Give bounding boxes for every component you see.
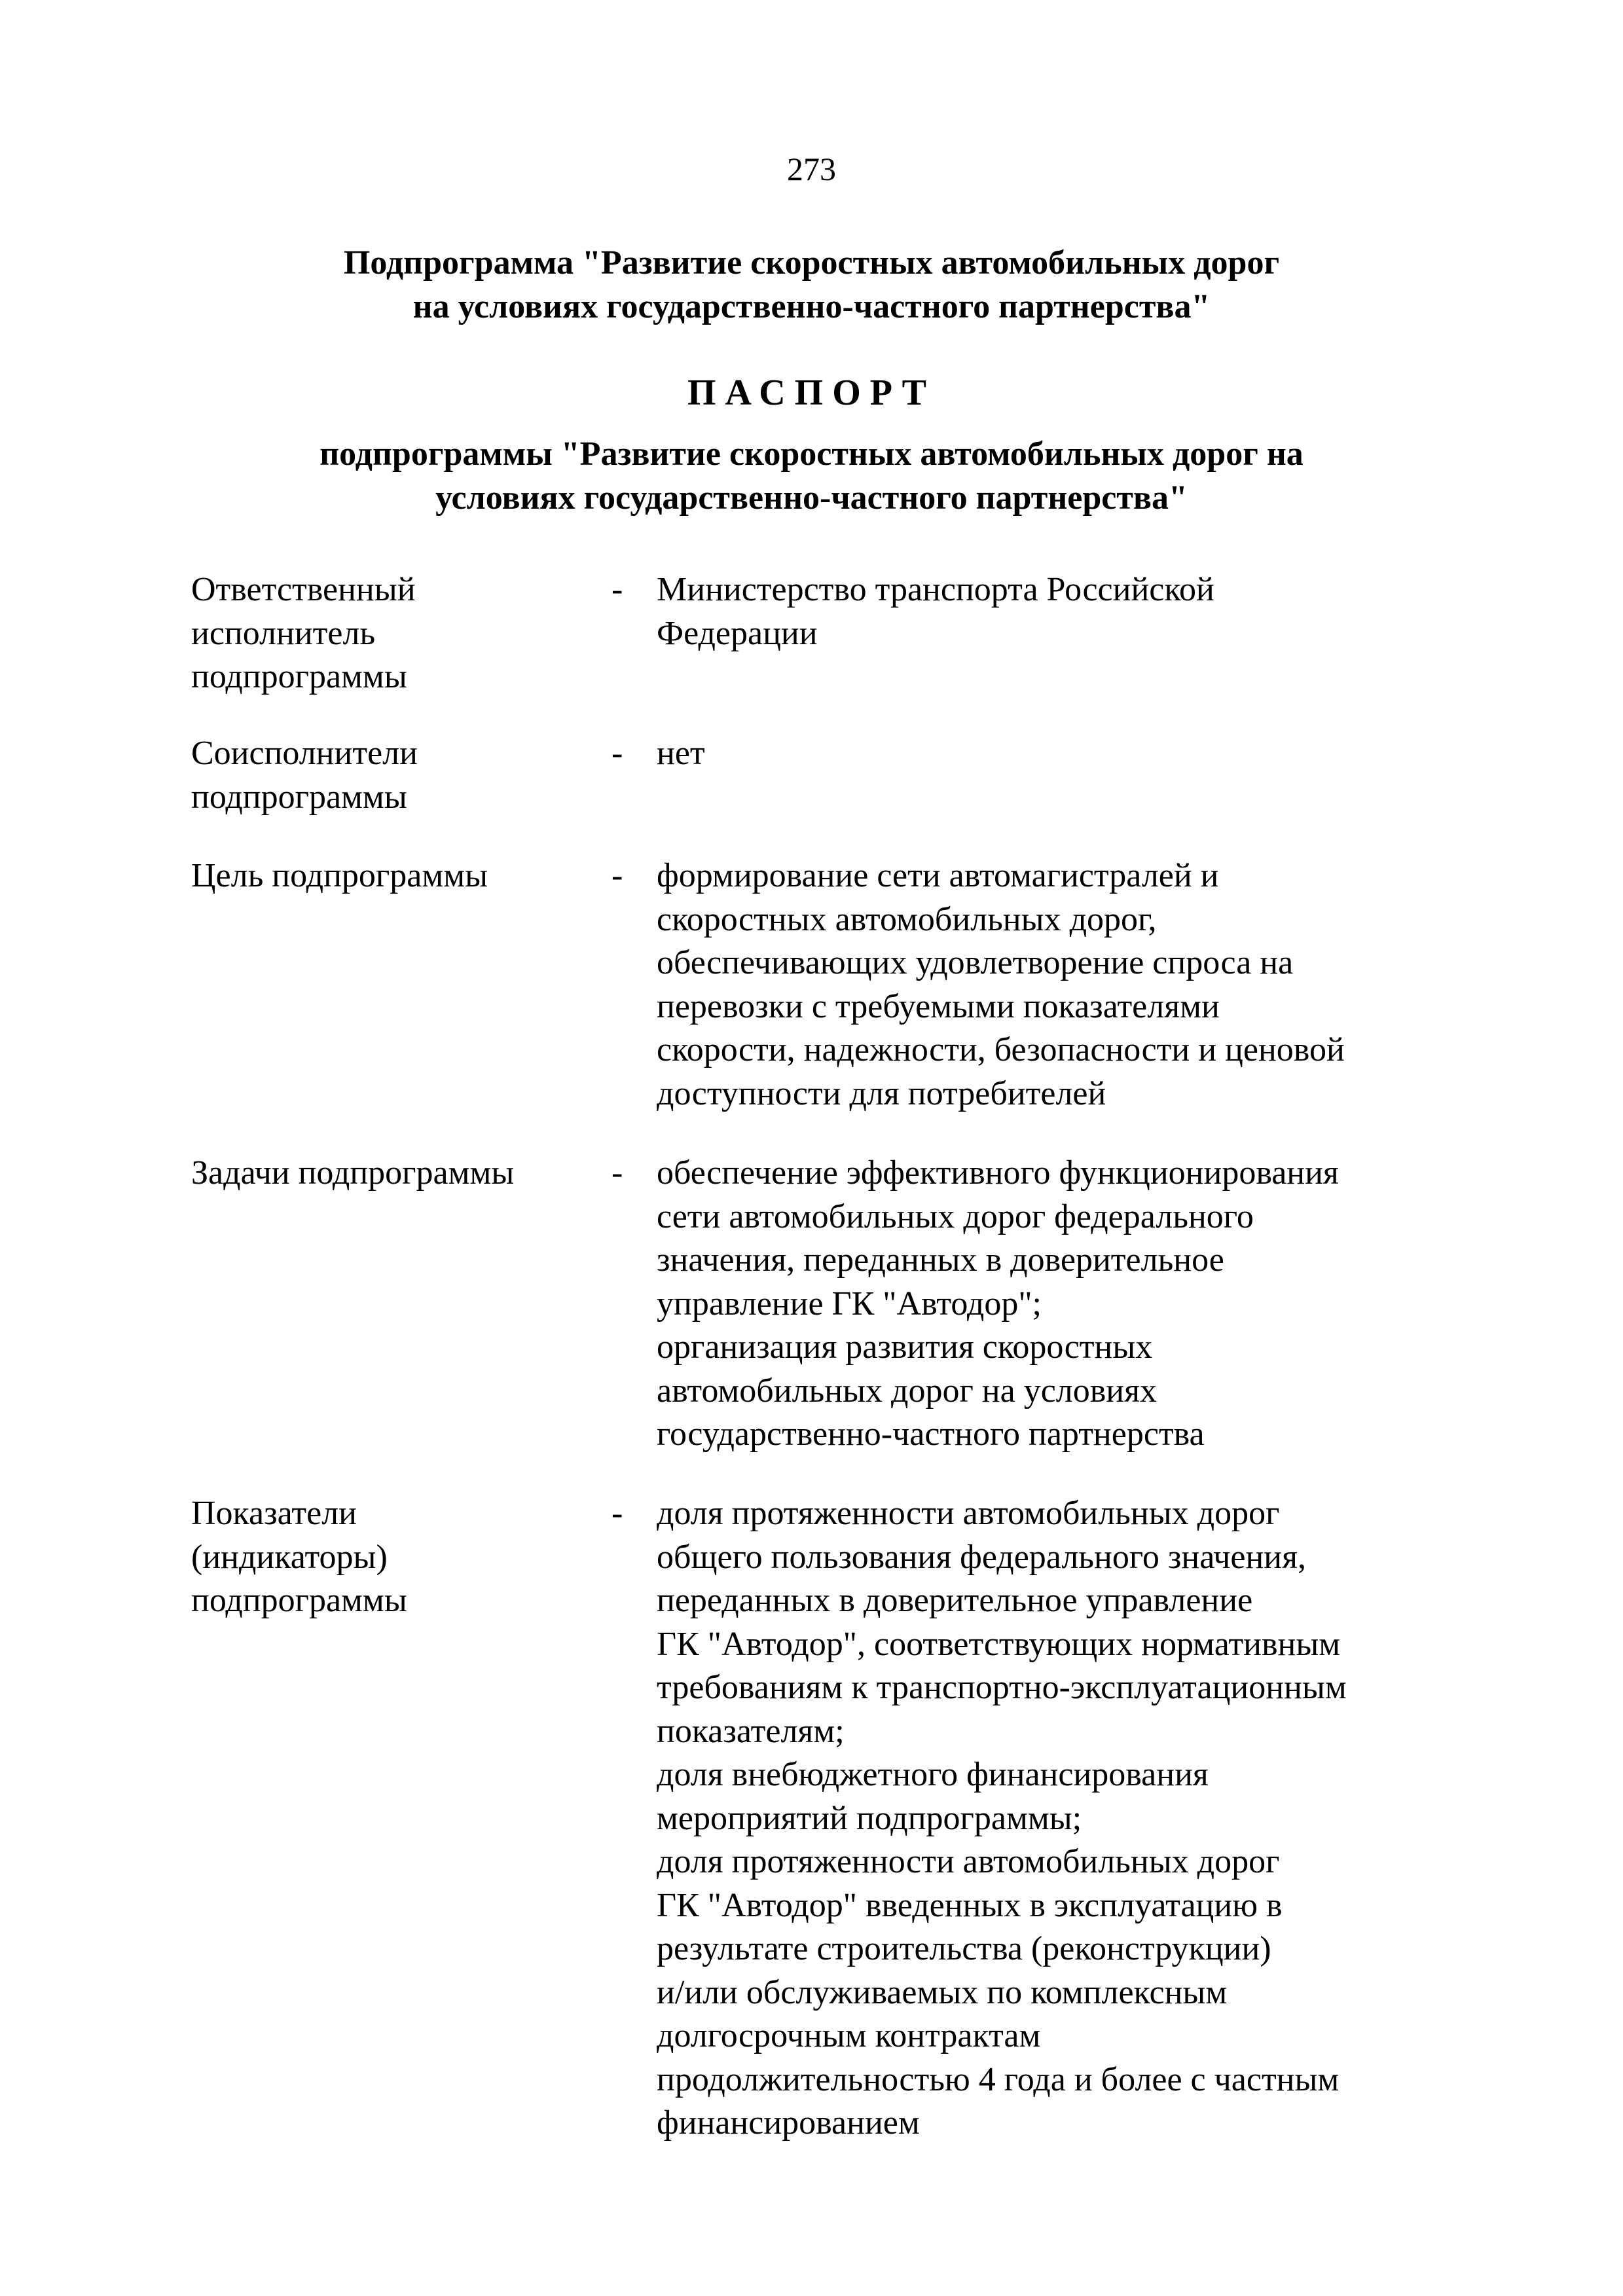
row-label xyxy=(191,854,597,898)
row-label xyxy=(191,1492,597,1623)
row-dash: - xyxy=(611,857,623,894)
row-label-line: подпрограммы xyxy=(191,1582,407,1619)
row-label xyxy=(191,732,597,819)
row-value-line: скоростных автомобильных дорог, xyxy=(657,900,1157,938)
row-value-line: Министерство транспорта Российской xyxy=(657,571,1214,608)
row-value-line: автомобильных дорог на условиях xyxy=(657,1372,1158,1410)
row-value xyxy=(657,568,1475,655)
row-value-line: нет xyxy=(657,735,705,772)
row-value-line: продолжительностью 4 года и более с частным xyxy=(657,2060,1340,2098)
row-value-line: ГК "Автодор", соответствующих нормативным xyxy=(657,1625,1341,1663)
row-value-line: требованиям к транспортно-эксплуатационным xyxy=(657,1669,1347,1706)
row-value-line: мероприятий подпрограммы; xyxy=(657,1799,1082,1837)
row-value-line: сети автомобильных дорог федерального xyxy=(657,1197,1254,1235)
row-value-line: управление ГК "Автодор"; xyxy=(657,1285,1042,1322)
row-label-line: Показатели xyxy=(191,1495,357,1532)
row-label-line: (индикаторы) xyxy=(191,1538,388,1576)
passport-subtitle-line: подпрограммы "Развитие скоростных автомобильных дорог на xyxy=(319,435,1304,473)
row-value-line: Федерации xyxy=(657,614,818,652)
row-value xyxy=(657,854,1475,1116)
row-value-line: значения, переданных в доверительное xyxy=(657,1241,1224,1279)
row-value-line: перевозки с требуемыми показателями xyxy=(657,987,1220,1025)
subprogram-title-line: Подпрограмма "Развитие скоростных автомобильных дорог xyxy=(343,244,1280,282)
passport-subtitle xyxy=(0,432,1623,520)
row-value-line: и/или обслуживаемых по комплексным xyxy=(657,1973,1228,2011)
row-value-line: доля протяженности автомобильных дорог xyxy=(657,1495,1280,1532)
row-value-line: показателям; xyxy=(657,1712,845,1750)
row-value-line: результате строительства (реконструкции) xyxy=(657,1930,1271,1967)
row-value xyxy=(657,1492,1475,2145)
row-dash: - xyxy=(611,735,623,772)
row-value-line: общего пользования федерального значения, xyxy=(657,1538,1307,1576)
row-label-line: подпрограммы xyxy=(191,658,407,695)
row-dash: - xyxy=(611,1495,623,1532)
row-label xyxy=(191,568,597,699)
row-dash: - xyxy=(611,1154,623,1192)
row-value-line: ГК "Автодор" введенных в эксплуатацию в xyxy=(657,1886,1283,1924)
row-value-line: государственно-частного партнерства xyxy=(657,1415,1205,1453)
page-number: 273 xyxy=(787,151,836,187)
row-label-line: Соисполнители xyxy=(191,735,418,772)
row-value-line: обеспечение эффективного функционирования xyxy=(657,1154,1339,1192)
subprogram-title xyxy=(0,241,1623,329)
row-value-line: переданных в доверительное управление xyxy=(657,1582,1253,1619)
row-value-line: обеспечивающих удовлетворение спроса на xyxy=(657,944,1294,981)
row-label-line: Цель подпрограммы xyxy=(191,857,488,894)
row-value-line: скорости, надежности, безопасности и ценовой xyxy=(657,1031,1345,1068)
row-value-line: доля внебюджетного финансирования xyxy=(657,1756,1209,1793)
subprogram-title-line: на условиях государственно-частного партнерства" xyxy=(412,288,1211,325)
row-value-line: долгосрочным контрактам xyxy=(657,2017,1041,2054)
passport-heading: ПАСПОРТ xyxy=(687,373,936,413)
row-label xyxy=(191,1152,597,1195)
row-value-line: доступности для потребителей xyxy=(657,1074,1106,1112)
row-value-line: организация развития скоростных xyxy=(657,1328,1153,1366)
row-label-line: Задачи подпрограммы xyxy=(191,1154,515,1192)
row-value-line: финансированием xyxy=(657,2104,920,2141)
row-value-line: формирование сети автомагистралей и xyxy=(657,857,1219,894)
row-value-line: доля протяженности автомобильных дорог xyxy=(657,1843,1280,1880)
passport-subtitle-line: условиях государственно-частного партнерства" xyxy=(435,479,1188,517)
row-label-line: Ответственный xyxy=(191,571,416,608)
row-dash: - xyxy=(611,571,623,608)
row-label-line: подпрограммы xyxy=(191,778,407,816)
row-value xyxy=(657,732,1475,776)
row-value xyxy=(657,1152,1475,1457)
row-label-line: исполнитель xyxy=(191,614,376,652)
